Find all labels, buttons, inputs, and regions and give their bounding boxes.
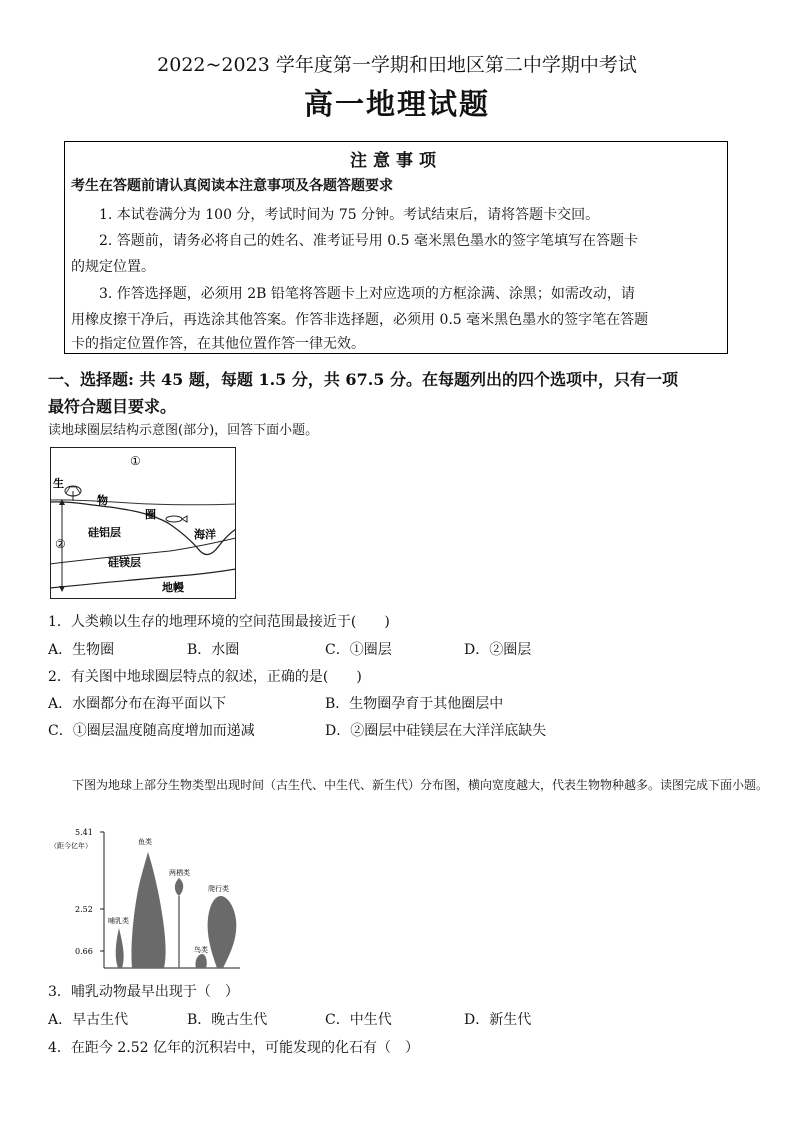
question-lead: 读地球圈层结构示意图(部分)，回答下面小题。 (48, 423, 319, 438)
label-sial: 硅铝层 (88, 526, 121, 539)
label-sima: 硅镁层 (108, 556, 141, 569)
bird-shape (195, 954, 206, 968)
option-1b[interactable]: B．水圈 (187, 642, 240, 658)
sea-level-line (50, 500, 236, 505)
notice-line: 1. 本试卷满分为 100 分，考试时间为 75 分钟。考试结束后，请将答题卡交回。 (71, 207, 600, 223)
fish-icon (166, 516, 187, 522)
option-1d[interactable]: D．②圈层 (464, 642, 532, 658)
option-3b[interactable]: B．晚古生代 (187, 1012, 268, 1028)
label-ocean: 海洋 (194, 528, 216, 541)
y-tick-label: 2.52 (75, 905, 93, 914)
label-1: ① (130, 454, 141, 468)
option-2b[interactable]: B．生物圈孕育于其他圈层中 (325, 696, 504, 712)
fish-shape (131, 852, 165, 968)
option-1c[interactable]: C．①圈层 (325, 642, 392, 658)
label-sheng: 生 (53, 477, 64, 490)
label-amphibian: 两栖类 (169, 869, 190, 877)
question-2-stem: 2．有关图中地球圈层特点的叙述，正确的是( ) (48, 669, 362, 685)
question-4-stem: 4．在距今 2.52 亿年的沉积岩中，可能发现的化石有（ ） (48, 1040, 419, 1056)
notice-line: 3. 作答选择题，必须用 2B 铅笔将答题卡上对应选项的方框涂满、涂黑；如需改动，请 (71, 286, 635, 302)
notice-line: 用橡皮擦干净后，再选涂其他答案。作答非选择题，必须用 0.5 毫米黑色墨水的签字笔在答题 (71, 312, 649, 328)
option-3d[interactable]: D．新生代 (464, 1012, 532, 1028)
option-2d[interactable]: D．②圈层中硅镁层在大洋洋底缺失 (325, 723, 547, 739)
reptile-shape (208, 896, 237, 968)
label-bird: 鸟类 (194, 946, 208, 954)
earth-sphere-diagram (50, 447, 236, 599)
y-tick-label: 0.66 (75, 947, 93, 956)
notice-subtitle: 考生在答题前请认真阅读本注意事项及各题答题要求 (71, 178, 393, 194)
option-2c[interactable]: C．①圈层温度随高度增加而递减 (48, 723, 255, 739)
mammal-shape (116, 928, 124, 968)
sial-sima-boundary (50, 538, 236, 564)
label-quan: 圈 (145, 508, 156, 521)
tree-icon (65, 486, 81, 501)
organism-distribution-figure (48, 826, 244, 972)
option-2a[interactable]: A．水圈都分布在海平面以下 (48, 696, 227, 712)
y-unit-label: （距今亿年） (50, 842, 92, 850)
section-heading-line: 一、选择题: 共 45 题，每题 1.5 分，共 67.5 分。在每题列出的四个选项中，只有一项 (48, 370, 678, 389)
option-3c[interactable]: C．中生代 (325, 1012, 392, 1028)
label-mammal: 哺乳类 (108, 917, 129, 925)
label-wu: 物 (97, 494, 108, 507)
amphibian-shape (175, 878, 183, 896)
label-2: ② (55, 537, 66, 551)
diagram-frame (51, 448, 236, 599)
notice-line: 的规定位置。 (71, 259, 155, 275)
label-fish: 鱼类 (138, 838, 152, 846)
question-1-stem: 1．人类赖以生存的地理环境的空间范围最接近于( ) (48, 614, 390, 630)
question-lead: 下图为地球上部分生物类型出现时间（古生代、中生代、新生代）分布图，横向宽度越大，代表生物物种越多。读图完成下面小题。 (48, 778, 769, 792)
section-heading (48, 366, 678, 420)
exam-title: 2022~2023 学年度第一学期和田地区第二中学期中考试 (157, 54, 637, 76)
section-heading-line: 最符合题目要求。 (48, 397, 177, 416)
notice-title: 注意事项 (350, 151, 442, 171)
notice-line: 卡的指定位置作答，在其他位置作答一律无效。 (71, 336, 365, 352)
label-reptile: 爬行类 (208, 885, 229, 893)
question-3-stem: 3．哺乳动物最早出现于（ ） (48, 984, 239, 1000)
arrow-head-down (59, 586, 65, 592)
moho-line (50, 569, 236, 588)
option-1a[interactable]: A．生物圈 (48, 642, 115, 658)
notice-box (64, 141, 728, 354)
notice-line: 2. 答题前，请务必将自己的姓名、准考证号用 0.5 毫米黑色墨水的签字笔填写在答题卡 (71, 233, 638, 249)
option-3a[interactable]: A．早古生代 (48, 1012, 129, 1028)
paper-title: 高一地理试题 (303, 87, 490, 121)
y-tick-label: 5.41 (75, 828, 93, 837)
label-mantle: 地幔 (162, 581, 184, 594)
